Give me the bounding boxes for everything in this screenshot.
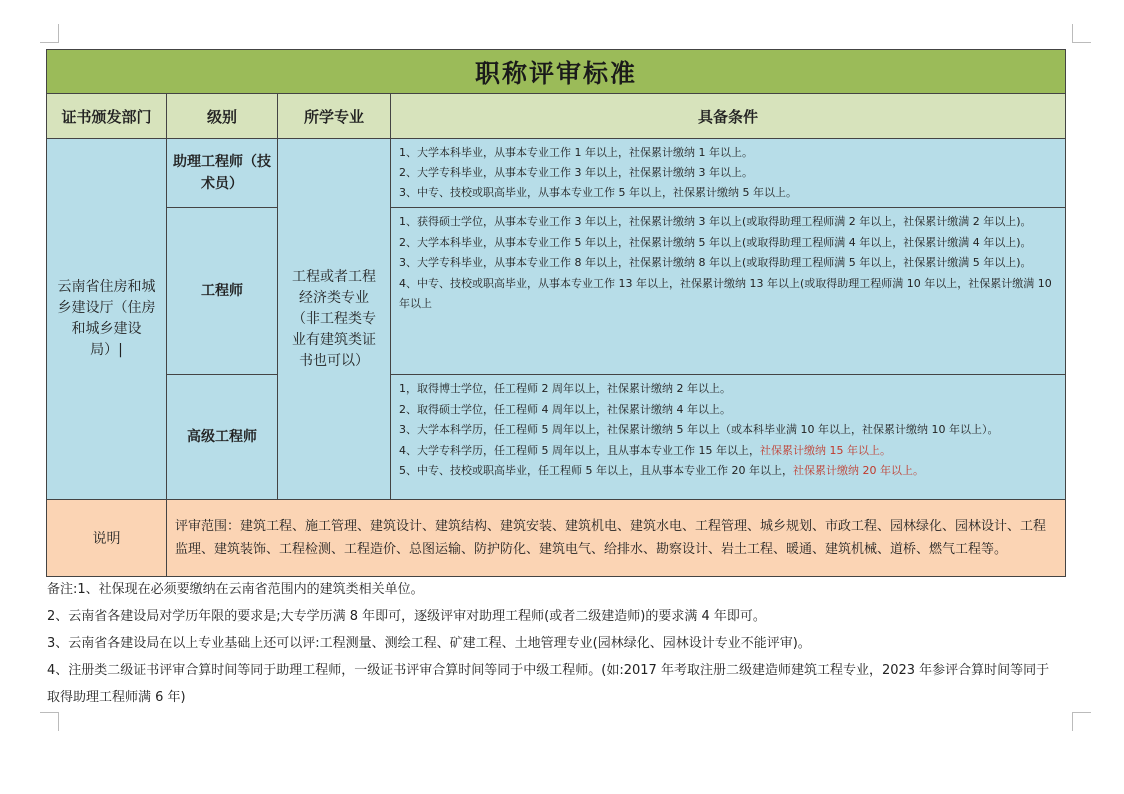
level-engineer: 工程师 [167,208,278,375]
header-level: 级别 [167,94,278,139]
condition-item: 3、大学本科学历，任工程师 5 周年以上，社保累计缴纳 5 年以上（或本科毕业满 10 年以上，社保累计缴纳 10 年以上）。 [399,423,999,436]
remark-item: 备注:1、社保现在必须要缴纳在云南省范围内的建筑类相关单位。 [47,582,424,597]
level-row-senior [47,375,1066,500]
level-senior: 高级工程师 [167,375,278,500]
note-row [47,500,1066,577]
header-conditions: 具备条件 [391,94,1066,139]
conditions-assistant [391,139,1066,208]
level-assistant: 助理工程师（技术员） [167,139,278,208]
crop-mark-top-right [1072,24,1091,43]
highlight-text: 社保累计缴纳 15 年以上。 [759,443,891,457]
condition-item: 2、大学专科毕业，从事本专业工作 3 年以上，社保累计缴纳 3 年以上。 [399,166,753,179]
major-cell: 工程或者工程经济类专业（非工程类专业有建筑类证书也可以） [278,139,391,500]
highlight-text: 社保累计缴纳 20 年以上。 [792,464,924,477]
crop-mark-top-left [40,24,59,43]
remark-item: 3、云南省各建设局在以上专业基础上还可以评:工程测量、测绘工程、矿建工程、土地管理专业(园林绿化、园林设计专业不能评审)。 [47,636,811,651]
condition-item: 2、取得硕士学位，任工程师 4 周年以上，社保累计缴纳 4 年以上。 [399,402,731,416]
condition-text: 4、大学专科学历，任工程师 5 周年以上，且从事本专业工作 15 年以上， [399,443,760,457]
crop-mark-bottom-left [40,712,59,731]
level-row-engineer [47,208,1066,375]
header-major: 所学专业 [278,94,391,139]
level-row-assistant [47,139,1066,208]
note-label: 说明 [47,500,167,577]
header-dept: 证书颁发部门 [47,94,167,139]
condition-item: 2、大学本科毕业，从事本专业工作 5 年以上，社保累计缴纳 5 年以上(或取得助理工程师满 4 年以上，社保累计缴满 4 年以上)。 [399,235,1032,249]
condition-item: 1，取得博士学位，任工程师 2 周年以上，社保累计缴纳 2 年以上。 [399,382,731,395]
condition-item: 4、中专、技校或职高毕业，从事本专业工作 13 年以上，社保累计缴纳 13 年以上(或取得助理工程师满 10 年以上，社保累计缴满 10 年以上 [399,276,1052,310]
standards-table [46,49,1066,577]
condition-item: 3、中专、技校或职高毕业，从事本专业工作 5 年以上，社保累计缴纳 5 年以上。 [399,186,797,199]
condition-item: 1、大学本科毕业，从事本专业工作 1 年以上，社保累计缴纳 1 年以上。 [399,146,753,159]
condition-text: 5、中专、技校或职高毕业，任工程师 5 年以上，且从事本专业工作 20 年以上， [399,464,793,477]
condition-item: 3、大学专科毕业，从事本专业工作 8 年以上，社保累计缴纳 8 年以上(或取得助理工程师满 5 年以上，社保累计缴满 5 年以上)。 [399,256,1032,269]
remark-item: 4、注册类二级证书评审合算时间等同于助理工程师，一级证书评审合算时间等同于中级工程师。(如:2017 年考取注册二级建造师建筑工程专业，2023 年参评合算时间等同于取得助理工程师满 6 年) [47,663,1050,705]
crop-mark-bottom-right [1072,712,1091,731]
condition-item-with-highlight [399,441,1057,462]
remark-item: 2、云南省各建设局对学历年限的要求是;大专学历满 8 年即可，逐级评审对助理工程师(或者二级建造师)的要求满 4 年即可。 [47,609,766,624]
conditions-engineer [391,208,1066,375]
header-row [47,94,1066,139]
conditions-senior [391,375,1066,500]
condition-item-with-highlight [399,461,1057,482]
condition-item: 1、获得硕士学位，从事本专业工作 3 年以上，社保累计缴纳 3 年以上(或取得助理工程师满 2 年以上，社保累计缴满 2 年以上)。 [399,215,1032,228]
remarks [47,576,1057,711]
table-title: 职称评审标准 [47,50,1066,94]
dept-cell: 云南省住房和城乡建设厅（住房和城乡建设局）| [47,139,167,500]
note-text: 评审范围：建筑工程、施工管理、建筑设计、建筑结构、建筑安装、建筑机电、建筑水电、工程管理、城乡规划、市政工程、园林绿化、园林设计、工程监理、建筑装饰、工程检测、工程造价、总图运输、防护防化、建筑电气、给排水、勘察设计、岩土工程、暖通、建筑机械、道桥、燃气工程等。 [167,500,1066,577]
